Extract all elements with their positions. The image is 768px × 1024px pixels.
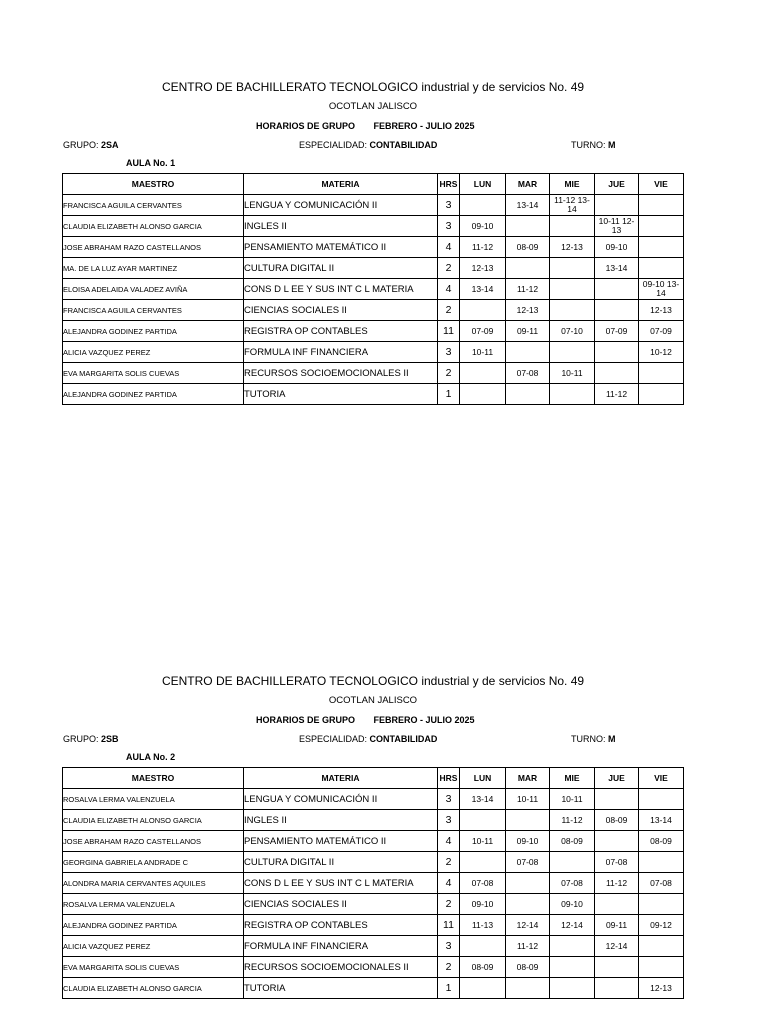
schedule-table bbox=[62, 767, 684, 999]
period-label: FEBRERO - JULIO 2025 bbox=[373, 715, 475, 725]
wednesday-cell: 12-14 bbox=[550, 915, 595, 936]
wednesday-cell: 09-10 bbox=[550, 894, 595, 915]
monday-cell bbox=[460, 195, 506, 216]
monday-cell bbox=[460, 936, 506, 957]
table-row bbox=[63, 300, 684, 321]
table-row bbox=[63, 831, 684, 852]
monday-cell bbox=[460, 978, 506, 999]
subject-cell: FORMULA INF FINANCIERA bbox=[244, 936, 438, 957]
friday-cell: 09-10 13-14 bbox=[639, 279, 684, 300]
hours-cell: 4 bbox=[438, 279, 460, 300]
monday-cell bbox=[460, 384, 506, 405]
hours-cell: 2 bbox=[438, 894, 460, 915]
teacher-cell: ELOISA ADELAIDA VALADEZ AVIÑA bbox=[63, 279, 244, 300]
classroom-label: AULA No. 2 bbox=[126, 752, 176, 762]
subject-cell: LENGUA Y COMUNICACIÓN II bbox=[244, 195, 438, 216]
specialty-info bbox=[299, 734, 437, 744]
shift-info bbox=[571, 734, 616, 744]
period-label: FEBRERO - JULIO 2025 bbox=[373, 121, 475, 131]
teacher-cell: EVA MARGARITA SOLIS CUEVAS bbox=[63, 363, 244, 384]
tuesday-cell: 11-12 bbox=[506, 279, 550, 300]
tuesday-cell bbox=[506, 384, 550, 405]
shift-value: M bbox=[608, 734, 616, 744]
school-title: CENTRO DE BACHILLERATO TECNOLOGICO industrial y de servicios No. 49 bbox=[161, 80, 585, 94]
teacher-cell: CLAUDIA ELIZABETH ALONSO GARCIA bbox=[63, 810, 244, 831]
subject-cell: RECURSOS SOCIOEMOCIONALES II bbox=[244, 363, 438, 384]
friday-cell bbox=[639, 936, 684, 957]
thursday-cell: 12-14 bbox=[595, 936, 639, 957]
hours-cell: 2 bbox=[438, 300, 460, 321]
hours-cell: 4 bbox=[438, 237, 460, 258]
subject-cell: PENSAMIENTO MATEMÁTICO II bbox=[244, 237, 438, 258]
column-header-mie: MIE bbox=[550, 174, 595, 195]
wednesday-cell bbox=[550, 279, 595, 300]
teacher-cell: FRANCISCA AGUILA CERVANTES bbox=[63, 300, 244, 321]
column-header-maestro: MAESTRO bbox=[63, 768, 244, 789]
tuesday-cell: 12-13 bbox=[506, 300, 550, 321]
thursday-cell bbox=[595, 831, 639, 852]
thursday-cell: 11-12 bbox=[595, 384, 639, 405]
friday-cell: 09-12 bbox=[639, 915, 684, 936]
monday-cell: 13-14 bbox=[460, 789, 506, 810]
teacher-cell: ALEJANDRA GODINEZ PARTIDA bbox=[63, 321, 244, 342]
column-header-mie: MIE bbox=[550, 768, 595, 789]
subject-cell: LENGUA Y COMUNICACIÓN II bbox=[244, 789, 438, 810]
teacher-cell: MA. DE LA LUZ AYAR MARTINEZ bbox=[63, 258, 244, 279]
table-row bbox=[63, 936, 684, 957]
hours-cell: 4 bbox=[438, 873, 460, 894]
school-location: OCOTLAN JALISCO bbox=[328, 101, 418, 112]
table-header-row bbox=[63, 768, 684, 789]
tuesday-cell bbox=[506, 810, 550, 831]
column-header-mar: MAR bbox=[506, 768, 550, 789]
table-row bbox=[63, 195, 684, 216]
subject-cell: PENSAMIENTO MATEMÁTICO II bbox=[244, 831, 438, 852]
friday-cell: 10-12 bbox=[639, 342, 684, 363]
monday-cell: 11-12 bbox=[460, 237, 506, 258]
column-header-lun: LUN bbox=[460, 768, 506, 789]
hours-cell: 1 bbox=[438, 978, 460, 999]
table-row bbox=[63, 279, 684, 300]
group-value: 2SA bbox=[101, 140, 119, 150]
monday-cell: 09-10 bbox=[460, 216, 506, 237]
wednesday-cell bbox=[550, 300, 595, 321]
friday-cell bbox=[639, 216, 684, 237]
table-row bbox=[63, 894, 684, 915]
tuesday-cell: 07-08 bbox=[506, 852, 550, 873]
subject-cell: CIENCIAS SOCIALES II bbox=[244, 300, 438, 321]
teacher-cell: ROSALVA LERMA VALENZUELA bbox=[63, 894, 244, 915]
tuesday-cell: 08-09 bbox=[506, 957, 550, 978]
monday-cell: 07-09 bbox=[460, 321, 506, 342]
teacher-cell: CLAUDIA ELIZABETH ALONSO GARCIA bbox=[63, 978, 244, 999]
table-row bbox=[63, 810, 684, 831]
teacher-cell: FRANCISCA AGUILA CERVANTES bbox=[63, 195, 244, 216]
table-row bbox=[63, 321, 684, 342]
subject-cell: CULTURA DIGITAL II bbox=[244, 852, 438, 873]
teacher-cell: ROSALVA LERMA VALENZUELA bbox=[63, 789, 244, 810]
tuesday-cell: 12-14 bbox=[506, 915, 550, 936]
wednesday-cell: 07-10 bbox=[550, 321, 595, 342]
monday-cell: 13-14 bbox=[460, 279, 506, 300]
thursday-cell: 09-10 bbox=[595, 237, 639, 258]
wednesday-cell: 10-11 bbox=[550, 789, 595, 810]
column-header-hrs: HRS bbox=[438, 174, 460, 195]
tuesday-cell: 07-08 bbox=[506, 363, 550, 384]
specialty-info bbox=[299, 140, 437, 150]
monday-cell: 09-10 bbox=[460, 894, 506, 915]
column-header-materia: MATERIA bbox=[244, 174, 438, 195]
tuesday-cell: 08-09 bbox=[506, 237, 550, 258]
subject-cell: TUTORIA bbox=[244, 384, 438, 405]
table-row bbox=[63, 237, 684, 258]
wednesday-cell bbox=[550, 216, 595, 237]
friday-cell bbox=[639, 957, 684, 978]
friday-cell bbox=[639, 789, 684, 810]
friday-cell bbox=[639, 852, 684, 873]
thursday-cell: 11-12 bbox=[595, 873, 639, 894]
monday-cell: 12-13 bbox=[460, 258, 506, 279]
thursday-cell: 09-11 bbox=[595, 915, 639, 936]
teacher-cell: GEORGINA GABRIELA ANDRADE C bbox=[63, 852, 244, 873]
table-row bbox=[63, 873, 684, 894]
thursday-cell bbox=[595, 978, 639, 999]
wednesday-cell: 10-11 bbox=[550, 363, 595, 384]
monday-cell: 07-08 bbox=[460, 873, 506, 894]
teacher-cell: JOSE ABRAHAM RAZO CASTELLANOS bbox=[63, 237, 244, 258]
subject-cell: INGLES II bbox=[244, 810, 438, 831]
wednesday-cell: 12-13 bbox=[550, 237, 595, 258]
wednesday-cell: 07-08 bbox=[550, 873, 595, 894]
column-header-materia: MATERIA bbox=[244, 768, 438, 789]
subject-cell: TUTORIA bbox=[244, 978, 438, 999]
thursday-cell bbox=[595, 279, 639, 300]
hours-cell: 11 bbox=[438, 915, 460, 936]
thursday-cell: 08-09 bbox=[595, 810, 639, 831]
thursday-cell bbox=[595, 195, 639, 216]
column-header-vie: VIE bbox=[639, 768, 684, 789]
friday-cell: 12-13 bbox=[639, 300, 684, 321]
tuesday-cell: 09-10 bbox=[506, 831, 550, 852]
hours-cell: 3 bbox=[438, 342, 460, 363]
group-label: GRUPO: bbox=[63, 140, 99, 150]
subject-cell: INGLES II bbox=[244, 216, 438, 237]
shift-value: M bbox=[608, 140, 616, 150]
thursday-cell bbox=[595, 789, 639, 810]
wednesday-cell bbox=[550, 957, 595, 978]
friday-cell: 07-08 bbox=[639, 873, 684, 894]
tuesday-cell: 09-11 bbox=[506, 321, 550, 342]
tuesday-cell bbox=[506, 342, 550, 363]
table-row bbox=[63, 957, 684, 978]
shift-label: TURNO: bbox=[571, 734, 606, 744]
group-info bbox=[63, 140, 119, 150]
school-title: CENTRO DE BACHILLERATO TECNOLOGICO industrial y de servicios No. 49 bbox=[161, 674, 585, 688]
subject-cell: REGISTRA OP CONTABLES bbox=[244, 915, 438, 936]
subject-cell: REGISTRA OP CONTABLES bbox=[244, 321, 438, 342]
friday-cell: 12-13 bbox=[639, 978, 684, 999]
school-location: OCOTLAN JALISCO bbox=[328, 695, 418, 706]
shift-label: TURNO: bbox=[571, 140, 606, 150]
hours-cell: 2 bbox=[438, 258, 460, 279]
specialty-value: CONTABILIDAD bbox=[369, 734, 438, 744]
specialty-value: CONTABILIDAD bbox=[369, 140, 438, 150]
hours-cell: 2 bbox=[438, 852, 460, 873]
specialty-label: ESPECIALIDAD: bbox=[299, 734, 368, 744]
table-row bbox=[63, 789, 684, 810]
group-info bbox=[63, 734, 119, 744]
tuesday-cell bbox=[506, 216, 550, 237]
hours-cell: 11 bbox=[438, 321, 460, 342]
thursday-cell: 07-09 bbox=[595, 321, 639, 342]
teacher-cell: CLAUDIA ELIZABETH ALONSO GARCIA bbox=[63, 216, 244, 237]
subject-cell: CONS D L EE Y SUS INT C L MATERIA bbox=[244, 873, 438, 894]
hours-cell: 4 bbox=[438, 831, 460, 852]
heading-label: HORARIOS DE GRUPO bbox=[256, 715, 356, 725]
friday-cell: 07-09 bbox=[639, 321, 684, 342]
subject-cell: RECURSOS SOCIOEMOCIONALES II bbox=[244, 957, 438, 978]
subject-cell: CIENCIAS SOCIALES II bbox=[244, 894, 438, 915]
friday-cell bbox=[639, 894, 684, 915]
thursday-cell: 07-08 bbox=[595, 852, 639, 873]
hours-cell: 2 bbox=[438, 957, 460, 978]
tuesday-cell: 13-14 bbox=[506, 195, 550, 216]
subject-cell: CONS D L EE Y SUS INT C L MATERIA bbox=[244, 279, 438, 300]
subject-cell: FORMULA INF FINANCIERA bbox=[244, 342, 438, 363]
table-row bbox=[63, 852, 684, 873]
table-row bbox=[63, 363, 684, 384]
thursday-cell bbox=[595, 342, 639, 363]
wednesday-cell bbox=[550, 936, 595, 957]
wednesday-cell bbox=[550, 384, 595, 405]
column-header-jue: JUE bbox=[595, 174, 639, 195]
table-header-row bbox=[63, 174, 684, 195]
thursday-cell: 10-11 12-13 bbox=[595, 216, 639, 237]
hours-cell: 2 bbox=[438, 363, 460, 384]
table-row bbox=[63, 384, 684, 405]
wednesday-cell: 08-09 bbox=[550, 831, 595, 852]
table-row bbox=[63, 978, 684, 999]
tuesday-cell bbox=[506, 258, 550, 279]
friday-cell bbox=[639, 363, 684, 384]
hours-cell: 3 bbox=[438, 195, 460, 216]
column-header-vie: VIE bbox=[639, 174, 684, 195]
teacher-cell: ALEJANDRA GODINEZ PARTIDA bbox=[63, 384, 244, 405]
thursday-cell bbox=[595, 957, 639, 978]
monday-cell: 11-13 bbox=[460, 915, 506, 936]
monday-cell: 10-11 bbox=[460, 342, 506, 363]
group-value: 2SB bbox=[101, 734, 119, 744]
table-row bbox=[63, 216, 684, 237]
hours-cell: 3 bbox=[438, 936, 460, 957]
friday-cell: 13-14 bbox=[639, 810, 684, 831]
monday-cell bbox=[460, 852, 506, 873]
tuesday-cell bbox=[506, 873, 550, 894]
table-row bbox=[63, 342, 684, 363]
schedule-table bbox=[62, 173, 684, 405]
teacher-cell: EVA MARGARITA SOLIS CUEVAS bbox=[63, 957, 244, 978]
friday-cell bbox=[639, 258, 684, 279]
monday-cell bbox=[460, 810, 506, 831]
thursday-cell bbox=[595, 363, 639, 384]
teacher-cell: JOSE ABRAHAM RAZO CASTELLANOS bbox=[63, 831, 244, 852]
table-row bbox=[63, 915, 684, 936]
tuesday-cell: 10-11 bbox=[506, 789, 550, 810]
teacher-cell: ALEJANDRA GODINEZ PARTIDA bbox=[63, 915, 244, 936]
friday-cell bbox=[639, 195, 684, 216]
teacher-cell: ALICIA VAZQUEZ PEREZ bbox=[63, 936, 244, 957]
friday-cell: 08-09 bbox=[639, 831, 684, 852]
monday-cell: 10-11 bbox=[460, 831, 506, 852]
shift-info bbox=[571, 140, 616, 150]
hours-cell: 3 bbox=[438, 789, 460, 810]
friday-cell bbox=[639, 237, 684, 258]
thursday-cell bbox=[595, 894, 639, 915]
tuesday-cell bbox=[506, 894, 550, 915]
heading-label: HORARIOS DE GRUPO bbox=[256, 121, 356, 131]
friday-cell bbox=[639, 384, 684, 405]
wednesday-cell: 11-12 bbox=[550, 810, 595, 831]
schedule-heading bbox=[256, 121, 475, 131]
wednesday-cell bbox=[550, 852, 595, 873]
column-header-hrs: HRS bbox=[438, 768, 460, 789]
group-label: GRUPO: bbox=[63, 734, 99, 744]
specialty-label: ESPECIALIDAD: bbox=[299, 140, 368, 150]
column-header-maestro: MAESTRO bbox=[63, 174, 244, 195]
wednesday-cell: 11-12 13-14 bbox=[550, 195, 595, 216]
column-header-lun: LUN bbox=[460, 174, 506, 195]
teacher-cell: ALONDRA MARIA CERVANTES AQUILES bbox=[63, 873, 244, 894]
thursday-cell: 13-14 bbox=[595, 258, 639, 279]
schedule-heading bbox=[256, 715, 475, 725]
monday-cell bbox=[460, 363, 506, 384]
wednesday-cell bbox=[550, 978, 595, 999]
thursday-cell bbox=[595, 300, 639, 321]
classroom-label: AULA No. 1 bbox=[126, 158, 176, 168]
teacher-cell: ALICIA VAZQUEZ PEREZ bbox=[63, 342, 244, 363]
column-header-mar: MAR bbox=[506, 174, 550, 195]
tuesday-cell: 11-12 bbox=[506, 936, 550, 957]
wednesday-cell bbox=[550, 258, 595, 279]
subject-cell: CULTURA DIGITAL II bbox=[244, 258, 438, 279]
wednesday-cell bbox=[550, 342, 595, 363]
column-header-jue: JUE bbox=[595, 768, 639, 789]
tuesday-cell bbox=[506, 978, 550, 999]
hours-cell: 3 bbox=[438, 216, 460, 237]
hours-cell: 1 bbox=[438, 384, 460, 405]
table-row bbox=[63, 258, 684, 279]
monday-cell bbox=[460, 300, 506, 321]
monday-cell: 08-09 bbox=[460, 957, 506, 978]
hours-cell: 3 bbox=[438, 810, 460, 831]
